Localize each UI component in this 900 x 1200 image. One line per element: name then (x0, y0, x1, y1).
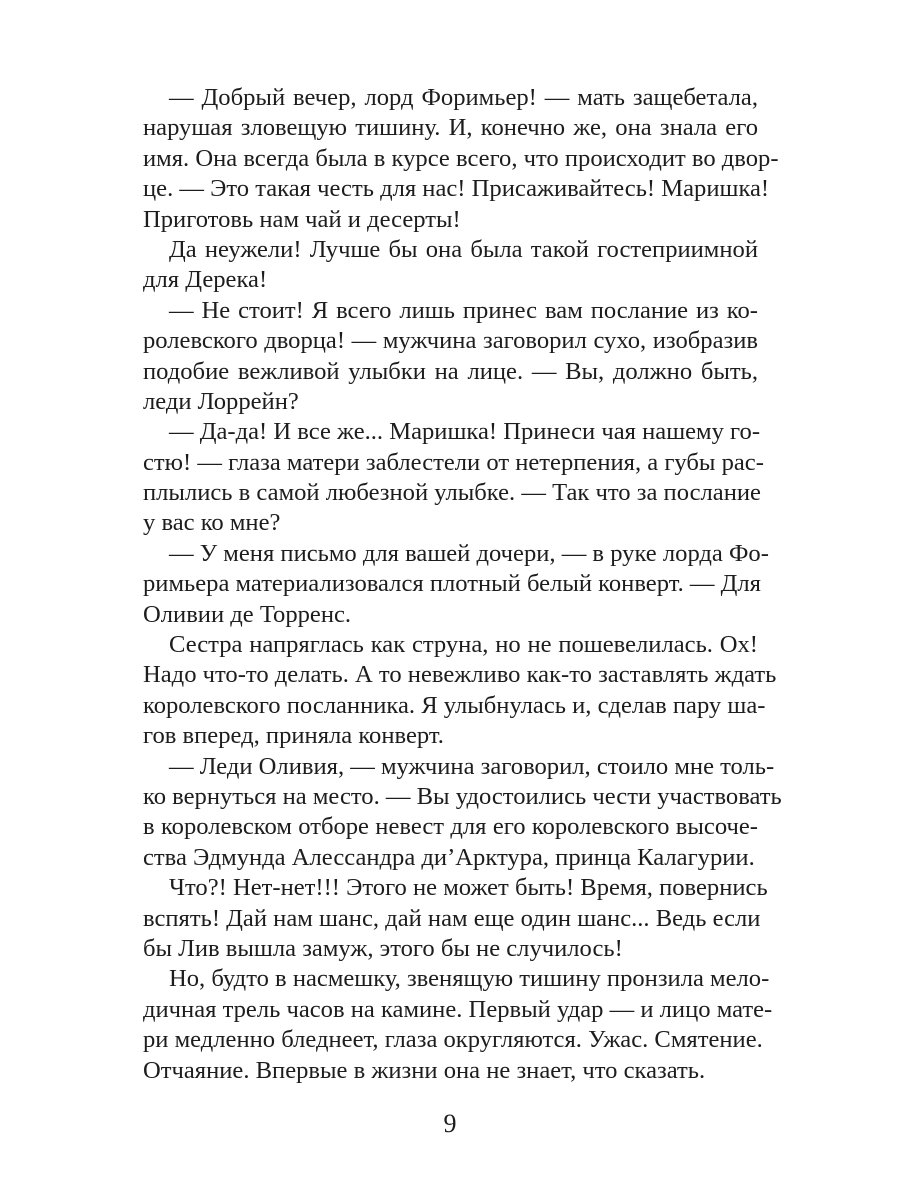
page-number: 9 (443, 1109, 457, 1138)
text-line: королевского посланника. Я улыбнулась и, сделав пару ша- (143, 691, 766, 719)
text-line: ко вернуться на место. — Вы удостоились чести участвовать (143, 782, 782, 810)
text-line: имя. Она всегда была в курсе всего, что происходит во двор- (143, 144, 779, 172)
text-line: це. — Это такая честь для нас! Присаживайтесь! Маришка! (143, 175, 770, 203)
text-line: Но, будто в насмешку, звенящую тишину пронзила мело- (169, 965, 770, 993)
text-line: подобие вежливой улыбки на лице. — Вы, должно быть, (143, 357, 758, 385)
text-line: Приготовь нам чай и десерты! (143, 205, 461, 233)
text-line: бы Лив вышла замуж, этого бы не случилось! (143, 934, 623, 962)
text-line: Отчаяние. Впервые в жизни она не знает, что сказать. (143, 1056, 706, 1084)
text-line: в королевском отборе невест для его королевского высоче- (143, 813, 758, 841)
text-line: для Дерека! (143, 266, 268, 294)
text-line: — Леди Оливия, — мужчина заговорил, стоило мне толь- (169, 752, 775, 780)
text-line: Сестра напряглась как струна, но не пошевелилась. Ох! (169, 631, 758, 659)
text-line: Оливии де Торренс. (143, 600, 352, 628)
text-line: ства Эдмунда Алессандра ди’Арктура, принца Калагурии. (143, 843, 755, 871)
text-line: нарушая зловещую тишину. И, конечно же, она знала его (143, 114, 758, 142)
text-line: ри медленно бледнеет, глаза округляются. Ужас. Смятение. (143, 1026, 763, 1054)
text-line: у вас ко мне? (143, 509, 281, 537)
text-line: ролевского дворца! — мужчина заговорил сухо, изобразив (143, 327, 758, 355)
body-text (143, 83, 782, 1086)
text-line: — У меня письмо для вашей дочери, — в руке лорда Фо- (169, 539, 769, 567)
text-line: Что?! Нет-нет!!! Этого не может быть! Время, повернись (169, 874, 768, 902)
text-line: Надо что-то делать. А то невежливо как-то заставлять ждать (143, 661, 777, 689)
text-line: дичная трель часов на камине. Первый удар — и лицо мате- (143, 995, 773, 1023)
text-line: римьера материализовался плотный белый конверт. — Для (143, 570, 761, 598)
text-line: плылись в самой любезной улыбке. — Так что за послание (143, 479, 761, 507)
text-line: — Да-да! И все же... Маришка! Принеси чая нашему го- (169, 418, 761, 446)
text-line: леди Лоррейн? (143, 387, 299, 415)
text-line: гов вперед, приняла конверт. (143, 722, 444, 750)
text-line: Да неужели! Лучше бы она была такой гостеприимной (169, 235, 758, 263)
text-line: — Не стоит! Я всего лишь принес вам послание из ко- (169, 296, 758, 324)
text-line: — Добрый вечер, лорд Форимьер! — мать защебетала, (169, 84, 758, 111)
text-line: стю! — глаза матери заблестели от нетерпения, а губы рас- (143, 448, 764, 476)
text-line: вспять! Дай нам шанс, дай нам еще один шанс... Ведь если (143, 904, 761, 932)
